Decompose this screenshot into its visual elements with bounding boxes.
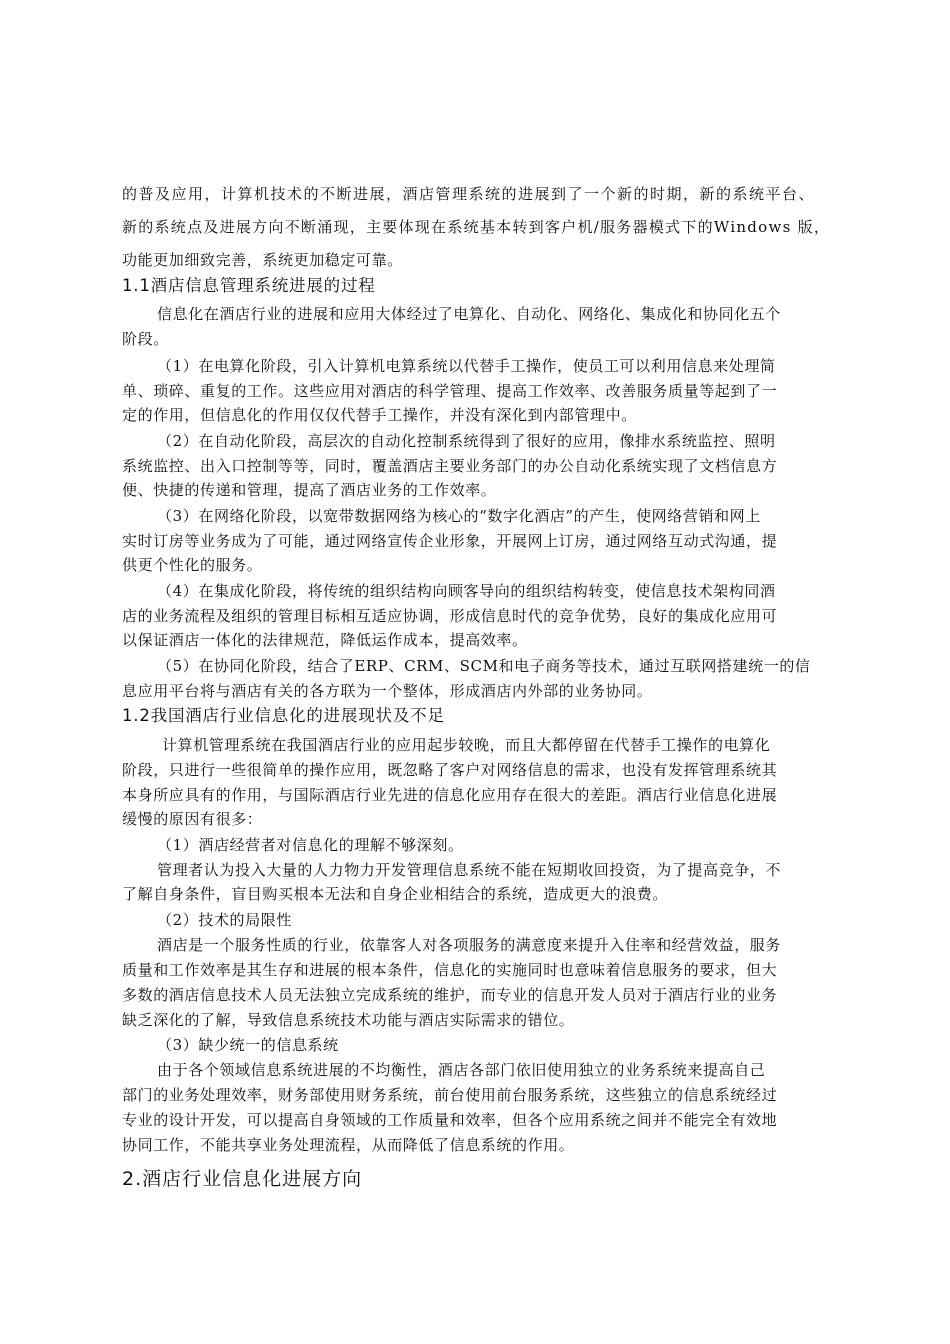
reason-3-line: 由于各个领域信息系统进展的不均衡性，酒店各部门依旧使用独立的业务系统来提高自己 [157,1061,766,1079]
stage-3-line: （3）在网络化阶段，以宽带数据网络为核心的“数字化酒店”的产生，使网络营销和网上 [157,507,761,525]
reason-3-line: 部门的业务处理效率，财务部使用财务系统，前台使用前台服务系统，这些独立的信息系统经过 [122,1086,778,1104]
reason-1-line: 管理者认为投入大量的人力物力开发管理信息系统不能在短期收回投资，为了提高竞争，不 [157,861,782,879]
section-heading-1-1: 1.1酒店信息管理系统进展的过程 [122,276,376,295]
stage-3-line: 实时订房等业务成为了可能，通过网络宣传企业形象，开展网上订房，通过网络互动式沟通，提 [122,532,778,550]
intro-line: 的普及应用，计算机技术的不断进展，酒店管理系统的进展到了一个新的时期，新的系统平台、 [122,185,816,203]
stage-1-line: （1）在电算化阶段，引入计算机电算系统以代替手工操作，使员工可以利用信息来处理简 [157,357,776,375]
reason-2-line: 缺乏深化的了解，导致信息系统技术功能与酒店实际需求的错位。 [122,1011,575,1029]
paragraph-line: 阶段。 [122,330,169,348]
reason-3-line: 协同工作，不能共享业务处理流程，从而降低了信息系统的作用。 [122,1136,575,1154]
section-heading-1-2: 1.2我国酒店行业信息化的进展现状及不足 [122,706,445,725]
stage-4-line: 店的业务流程及组织的管理目标相互适应协调，形成信息时代的竞争优势，良好的集成化应用可 [122,607,778,625]
reason-1-title: （1）酒店经营者对信息化的理解不够深刻。 [157,836,464,854]
reason-2-line: 多数的酒店信息技术人员无法独立完成系统的维护，而专业的信息开发人员对于酒店行业的业务 [122,986,778,1004]
intro-line: 功能更加细致完善，系统更加稳定可靠。 [122,251,403,269]
stage-1-line: 定的作用，但信息化的作用仅仅代替手工操作，并没有深化到内部管理中。 [122,406,637,424]
reason-1-line: 了解自身条件，盲目购买根本无法和自身企业相结合的系统，造成更大的浪费。 [122,885,669,903]
reason-2-line: 酒店是一个服务性质的行业，依靠客人对各项服务的满意度来提升入住率和经营效益，服务 [157,936,782,954]
reason-2-line: 质量和工作效率是其生存和进展的根本条件，信息化的实施同时也意味着信息服务的要求，但大 [122,961,778,979]
paragraph-line: 缓慢的原因有很多： [122,810,263,828]
stage-5-line: （5）在协同化阶段，结合了ERP、CRM、SCM和电子商务等技术，通过互联网搭建统一的信 [157,657,811,675]
stage-1-line: 单、琐碎、重复的工作。这些应用对酒店的科学管理、提高工作效率、改善服务质量等起到了一 [122,382,778,400]
stage-2-line: 系统监控、出入口控制等等，同时，覆盖酒店主要业务部门的办公自动化系统实现了文档信息方 [122,457,778,475]
stage-3-line: 供更个性化的服务。 [122,556,263,574]
stage-4-line: （4）在集成化阶段，将传统的组织结构向顾客导向的组织结构转变，使信息技术架构同酒 [157,582,776,600]
stage-4-line: 以保证酒店一体化的法律规范，降低运作成本，提高效率。 [122,631,528,649]
stage-2-line: 便、快捷的传递和管理，提高了酒店业务的工作效率。 [122,481,497,499]
paragraph-line: 计算机管理系统在我国酒店行业的应用起步较晚，而且大都停留在代替手工操作的电算化 [162,736,771,754]
reason-3-title: （3）缺少统一的信息系统 [157,1036,339,1054]
stage-2-line: （2）在自动化阶段，高层次的自动化控制系统得到了很好的应用，像排水系统监控、照明 [157,432,776,450]
paragraph-line: 本身所应具有的作用，与国际酒店行业先进的信息化应用存在很大的差距。酒店行业信息化进展 [122,786,778,804]
reason-3-line: 专业的设计开发，可以提高自身领域的工作质量和效率，但各个应用系统之间并不能完全有效地 [122,1111,778,1129]
intro-line: 新的系统点及进展方向不断涌现，主要体现在系统基本转到客户机/服务器模式下的Windows 版， [122,218,831,236]
section-heading-2: 2.酒店行业信息化进展方向 [122,1168,363,1190]
stage-5-line: 息应用平台将与酒店有关的各方联为一个整体，形成酒店内外部的业务协同。 [122,682,653,700]
paragraph-line: 信息化在酒店行业的进展和应用大体经过了电算化、自动化、网络化、集成化和协同化五个 [157,305,782,323]
reason-2-title: （2）技术的局限性 [157,911,292,929]
paragraph-line: 阶段，只进行一些很简单的操作应用，既忽略了客户对网络信息的需求，也没有发挥管理系统其 [122,761,778,779]
